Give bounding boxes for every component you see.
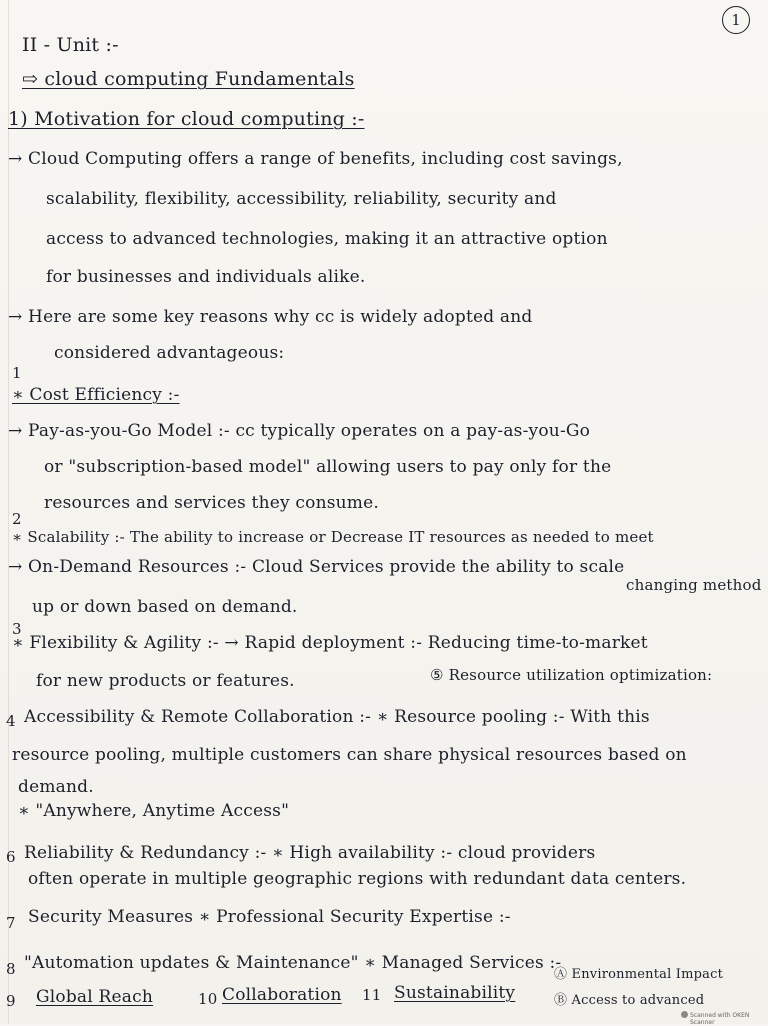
cost-line-1: → Pay-as-you-Go Model :- cc typically operates on a pay-as-you-Go (8, 421, 591, 441)
section-9-number: 9 (6, 992, 16, 1010)
flexibility-line-2: for new products or features. (36, 671, 295, 691)
resource-optimization: ⑤ Resource utilization optimization: (430, 666, 713, 684)
section-8-number: 8 (6, 960, 16, 978)
up-down-line: up or down based on demand. (32, 597, 298, 617)
demand-line: demand. (18, 777, 94, 797)
scanner-logo-icon (681, 1011, 688, 1018)
accessibility-line: Accessibility & Remote Collaboration :- ∗ Resource pooling :- With this (24, 707, 650, 727)
section-10-number: 10 (198, 990, 218, 1008)
cost-efficiency-heading: ∗ Cost Efficiency :- (12, 385, 180, 405)
intro-line-3: access to advanced technologies, making it an attractive option (46, 229, 608, 249)
intro-line-5: → Here are some key reasons why cc is widely adopted and (8, 307, 533, 327)
intro-line-1: → Cloud Computing offers a range of benefits, including cost savings, (8, 149, 623, 169)
anywhere-line: ∗ "Anywhere, Anytime Access" (18, 801, 290, 821)
access-to-advanced: Ⓑ Access to advanced (554, 993, 705, 1008)
flexibility-line: ∗ Flexibility & Agility :- → Rapid deployment :- Reducing time-to-market (12, 633, 648, 653)
scanner-watermark: Scanned with OKEN Scanner (690, 1012, 750, 1026)
intro-line-2: scalability, flexibility, accessibility, reliability, security and (46, 189, 557, 209)
security-line: Security Measures ∗ Professional Security Expertise :- (28, 907, 511, 927)
cost-line-3: resources and services they consume. (44, 493, 379, 513)
sustainability: Sustainability (394, 983, 516, 1003)
section-4-number: 4 (6, 712, 16, 730)
section-1-number: 1 (12, 364, 22, 382)
section-7-number: 7 (6, 914, 16, 932)
reliability-line-2: often operate in multiple geographic regions with redundant data centers. (28, 869, 687, 889)
pooling-line: resource pooling, multiple customers can share physical resources based on (12, 745, 687, 765)
section-11-number: 11 (362, 986, 382, 1004)
section-6-number: 6 (6, 848, 16, 866)
global-reach: Global Reach (36, 987, 153, 1007)
intro-line-4: for businesses and individuals alike. (46, 267, 366, 287)
intro-line-6: considered advantageous: (54, 343, 285, 363)
collaboration: Collaboration (222, 985, 342, 1005)
automation-line: "Automation updates & Maintenance" ∗ Managed Services :- (24, 953, 562, 973)
scalability-line: ∗ Scalability :- The ability to increase or Decrease IT resources as needed to meet (12, 528, 654, 546)
topic-heading: ⇨ cloud computing Fundamentals (22, 68, 355, 90)
cost-line-2: or "subscription-based model" allowing users to pay only for the (44, 457, 612, 477)
reliability-line: Reliability & Redundancy :- ∗ High availability :- cloud providers (24, 843, 596, 863)
page-number-circle: 1 (722, 6, 750, 34)
on-demand-line: → On-Demand Resources :- Cloud Services provide the ability to scale (8, 557, 625, 577)
motivation-heading: 1) Motivation for cloud computing :- (8, 108, 365, 130)
section-3-number: 3 (12, 620, 22, 638)
section-2-number: 2 (12, 510, 22, 528)
unit-heading: II - Unit :- (22, 34, 119, 56)
environmental-impact: Ⓐ Environmental Impact (554, 967, 724, 982)
changing-method-note: changing method (626, 576, 762, 594)
